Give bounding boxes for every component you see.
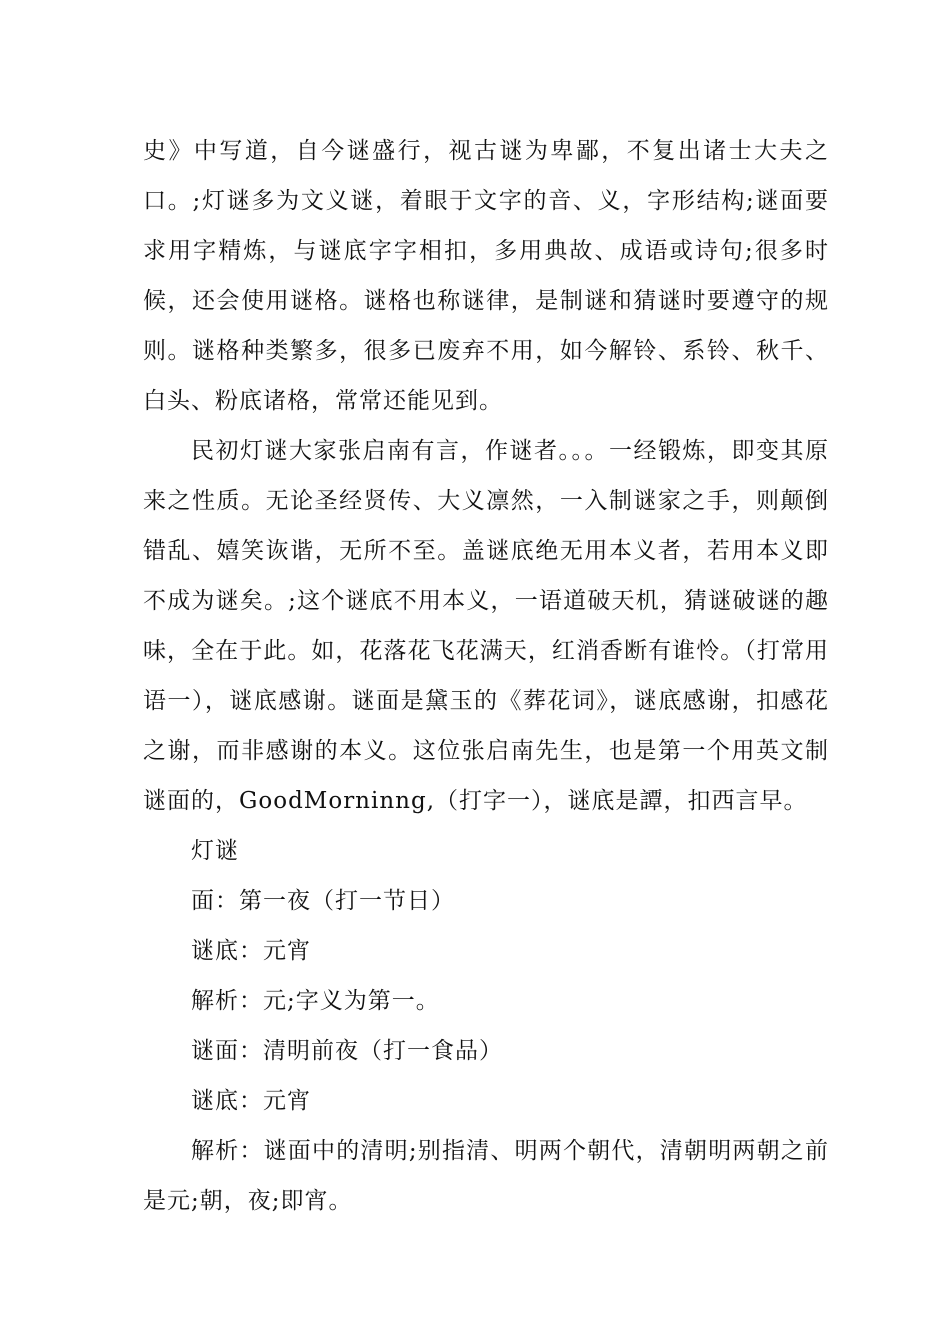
document-body [143,126,829,1226]
riddle-2-answer: 谜底：元宵 [191,1088,311,1114]
paragraph-zhang-qinan: 民初灯谜大家张启南有言，作谜者。。。一经锻炼，即变其原来之性质。无论圣经贤传、大义凛然，一入制谜家之手，则颠倒错乱、嬉笑诙谐，无所不至。盖谜底绝无用本义者，若用本义即不成为谜矣。;这个谜底不用本义，一语道破天机，猜谜破谜的趣味，全在于此。如，花落花飞花满天，红消香断有谁怜。（打常用语一），谜底感谢。谜面是黛玉的《葬花词》，谜底感谢，扣感花之谢，而非感谢的本义。这位张启南先生，也是第一个用英文制谜面的，GoodMorninng,（打字一），谜底是譚，扣西言早。 [143,438,829,814]
riddle-1-explanation: 解析：元;字义为第一。 [191,988,440,1014]
heading-lantern-riddle: 灯谜 [191,838,239,864]
riddle-1-answer: 谜底：元宵 [191,938,311,964]
riddle-2-explanation: 解析：谜面中的清明;别指清、明两个朝代，清朝明两朝之前是元;朝，夜;即宵。 [143,1138,829,1214]
paragraph-riddle-history: 史》中写道，自今谜盛行，视古谜为卑鄙，不复出诸士大夫之口。;灯谜多为文义谜，着眼于文字的音、义，字形结构;谜面要求用字精炼，与谜底字字相扣，多用典故、成语或诗句;很多时候，还会使用谜格。谜格也称谜律，是制谜和猜谜时要遵守的规则。谜格种类繁多，很多已废弃不用，如今解铃、系铃、秋千、白头、粉底诸格，常常还能见到。 [143,138,829,414]
riddle-1-question: 面：第一夜（打一节日） [191,888,455,914]
riddle-2-question: 谜面：清明前夜（打一食品） [191,1038,503,1064]
